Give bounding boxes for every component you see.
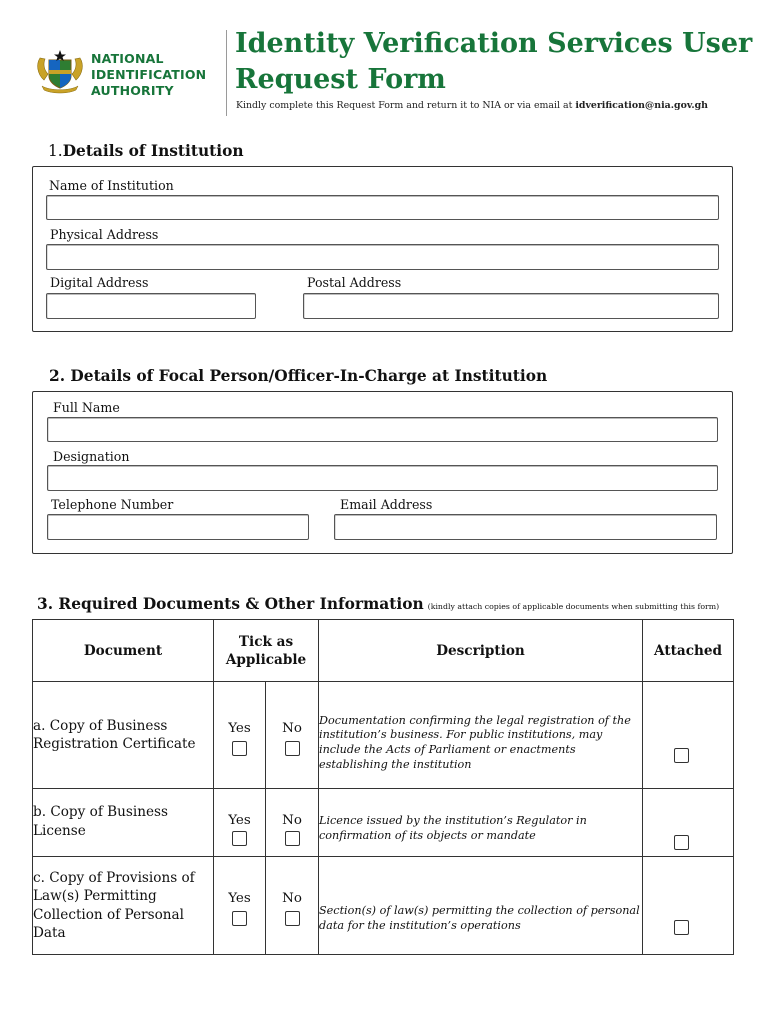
contact-email: idverification@nia.gov.gh bbox=[575, 100, 708, 111]
yes-label: Yes bbox=[228, 813, 251, 828]
org-name-line-3: AUTHORITY bbox=[91, 83, 174, 98]
document-name: c. Copy of Provisions of Law(s) Permitting Collection of Personal Data bbox=[33, 857, 214, 955]
header-description: Description bbox=[319, 620, 643, 682]
yes-label: Yes bbox=[228, 720, 251, 736]
postal-address-input[interactable] bbox=[303, 293, 719, 319]
subtitle-text: Kindly complete this Request Form and return it to NIA or via email at bbox=[236, 100, 576, 111]
no-cell bbox=[266, 789, 319, 857]
full-name-input[interactable] bbox=[47, 417, 718, 442]
no-label: No bbox=[282, 891, 302, 906]
institution-name-input[interactable] bbox=[46, 195, 719, 220]
no-label: No bbox=[282, 813, 302, 828]
section-1-title: Details of Institution bbox=[62, 142, 244, 160]
document-name: b. Copy of Business License bbox=[33, 789, 214, 857]
section-1-number: 1. bbox=[48, 142, 63, 160]
document-name: a. Copy of Business Registration Certificate bbox=[33, 682, 214, 789]
physical-address-label: Physical Address bbox=[50, 227, 159, 242]
no-checkbox[interactable] bbox=[285, 831, 300, 846]
attached-checkbox[interactable] bbox=[674, 835, 689, 850]
document-description: Documentation confirming the legal registration of the institution’s business. For public institutions, may include the Acts of Parliament or enactments establishing the institution bbox=[319, 682, 643, 789]
email-input[interactable] bbox=[334, 514, 717, 540]
section-3-title: 3. Required Documents & Other Information bbox=[37, 595, 424, 613]
institution-name-label: Name of Institution bbox=[49, 178, 174, 193]
designation-label: Designation bbox=[53, 449, 130, 464]
attached-checkbox[interactable] bbox=[674, 748, 689, 763]
coat-of-arms-icon bbox=[34, 48, 86, 94]
yes-checkbox[interactable] bbox=[232, 911, 247, 926]
attached-cell bbox=[643, 682, 734, 789]
required-documents-table bbox=[32, 619, 734, 955]
digital-address-input[interactable] bbox=[46, 293, 256, 319]
no-label: No bbox=[282, 720, 302, 736]
header-attached: Attached bbox=[643, 620, 734, 682]
header-document: Document bbox=[33, 620, 214, 682]
physical-address-input[interactable] bbox=[46, 244, 719, 270]
attached-cell bbox=[643, 857, 734, 955]
org-name-line-2: IDENTIFICATION bbox=[91, 67, 207, 82]
no-checkbox[interactable] bbox=[285, 911, 300, 926]
org-name-line-1: NATIONAL bbox=[91, 51, 164, 66]
designation-input[interactable] bbox=[47, 465, 718, 491]
attached-cell bbox=[643, 789, 734, 857]
section-2-heading: 2. Details of Focal Person/Officer-In-Charge at Institution bbox=[49, 367, 548, 385]
attached-checkbox[interactable] bbox=[674, 920, 689, 935]
no-checkbox[interactable] bbox=[285, 741, 300, 756]
telephone-input[interactable] bbox=[47, 514, 309, 540]
email-label: Email Address bbox=[340, 497, 433, 512]
section-3-note: (kindly attach copies of applicable documents when submitting this form) bbox=[427, 602, 720, 611]
yes-checkbox[interactable] bbox=[232, 831, 247, 846]
yes-cell bbox=[214, 789, 266, 857]
table-header-row bbox=[33, 620, 734, 682]
document-description: Section(s) of law(s) permitting the collection of personal data for the institution’s operations bbox=[319, 857, 643, 955]
yes-label: Yes bbox=[228, 891, 251, 906]
document-description: Licence issued by the institution’s Regulator in confirmation of its objects or mandate bbox=[319, 789, 643, 857]
form-title: Identity Verification Services User Request Form bbox=[235, 28, 753, 95]
header-divider bbox=[226, 30, 227, 116]
digital-address-label: Digital Address bbox=[50, 275, 149, 290]
table-row bbox=[33, 789, 734, 857]
no-cell bbox=[266, 857, 319, 955]
yes-cell bbox=[214, 682, 266, 789]
org-name bbox=[91, 51, 221, 99]
yes-checkbox[interactable] bbox=[232, 741, 247, 756]
postal-address-label: Postal Address bbox=[307, 275, 402, 290]
section-1-heading bbox=[48, 142, 244, 160]
yes-cell bbox=[214, 857, 266, 955]
table-row bbox=[33, 857, 734, 955]
no-cell bbox=[266, 682, 319, 789]
header-tick: Tick as Applicable bbox=[214, 620, 319, 682]
full-name-label: Full Name bbox=[53, 400, 120, 415]
section-3-heading bbox=[37, 595, 719, 613]
form-subtitle bbox=[236, 100, 708, 111]
table-row bbox=[33, 682, 734, 789]
telephone-label: Telephone Number bbox=[51, 497, 174, 512]
